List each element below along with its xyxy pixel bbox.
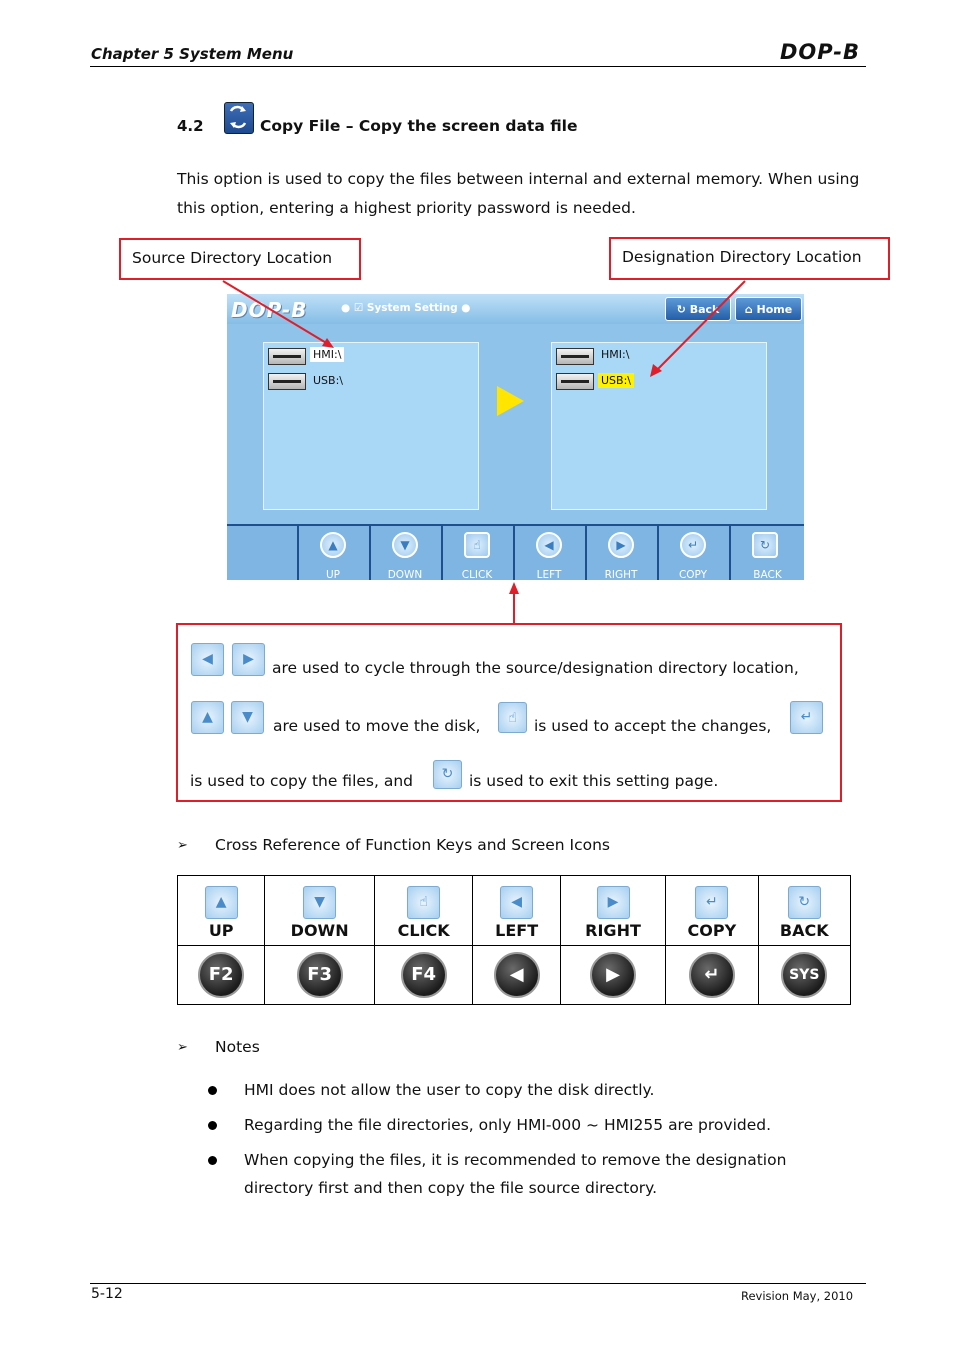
table-cell-back	[758, 876, 850, 946]
destination-item-hmi[interactable]: HMI:\	[601, 348, 630, 361]
left-icon: ◀	[500, 886, 533, 919]
hmi-logo: DOP-B	[231, 298, 308, 322]
right-icon: ▶	[608, 532, 634, 558]
up-icon: ▲	[191, 701, 224, 734]
left-key-icon: ◀	[494, 952, 540, 998]
explanation-line-2a: are used to move the disk,	[273, 717, 481, 735]
table-cell-left-key	[473, 946, 560, 1005]
f3-key-icon: F3	[297, 952, 343, 998]
f2-key-icon: F2	[198, 952, 244, 998]
table-cell-up	[178, 876, 265, 946]
source-directory-callout: Source Directory Location	[119, 238, 361, 280]
table-cell-enter-key	[666, 946, 758, 1005]
section-number: 4.2	[177, 117, 204, 135]
left-icon: ◀	[191, 643, 224, 676]
hmi-home-button[interactable]: ⌂ Home	[735, 297, 802, 321]
arrow-bullet-icon: ➢	[177, 1040, 188, 1055]
source-item-usb[interactable]: USB:\	[313, 374, 343, 387]
key-explanation-box	[176, 623, 842, 802]
note-item: HMI does not allow the user to copy the disk directly.	[244, 1081, 655, 1099]
enter-icon: ↵	[695, 886, 728, 919]
back-icon: ↻	[752, 532, 778, 558]
explanation-line-3b: is used to exit this setting page.	[469, 772, 719, 790]
up-icon: ▲	[205, 886, 238, 919]
note-item: Regarding the file directories, only HMI-000 ~ HMI255 are provided.	[244, 1116, 772, 1134]
note-item: When copying the files, it is recommended to remove the designation directory first and then copy the file source directory.	[244, 1151, 787, 1197]
bullet-dot-icon	[208, 1121, 217, 1130]
enter-icon: ↵	[680, 532, 706, 558]
table-label: LEFT	[495, 920, 539, 940]
bullet-dot-icon	[208, 1086, 217, 1095]
table-label: CLICK	[397, 920, 450, 940]
notes-heading: Notes	[215, 1038, 260, 1056]
footer-divider	[90, 1283, 866, 1284]
table-cell-f4	[374, 946, 473, 1005]
table-label: BACK	[779, 920, 829, 940]
right-key-icon: ▶	[590, 952, 636, 998]
left-icon: ◀	[536, 532, 562, 558]
source-item-hmi[interactable]: HMI:\	[310, 347, 344, 362]
hmi-key-label: BACK	[753, 569, 782, 580]
right-icon: ▶	[597, 886, 630, 919]
explanation-line-2b: is used to accept the changes,	[534, 717, 772, 735]
sys-key-icon: SYS	[781, 952, 827, 998]
cross-reference-heading: Cross Reference of Function Keys and Screen Icons	[215, 836, 611, 854]
up-icon: ▲	[320, 532, 346, 558]
table-cell-right-key	[560, 946, 665, 1005]
down-icon: ▼	[392, 532, 418, 558]
hmi-key-label: CLICK	[461, 569, 493, 580]
table-cell-down	[265, 876, 375, 946]
table-cell-f2	[178, 946, 265, 1005]
table-cell-left	[473, 876, 560, 946]
back-icon: ↻	[433, 760, 462, 789]
back-icon: ↻	[788, 886, 821, 919]
hmi-back-label: Back	[689, 303, 720, 316]
hand-pointer-icon: ☝	[407, 886, 440, 919]
enter-icon: ↵	[790, 701, 823, 734]
table-cell-f3	[265, 946, 375, 1005]
hand-pointer-icon: ☝	[464, 532, 490, 558]
hmi-key-label: LEFT	[536, 569, 562, 580]
destination-item-usb[interactable]: USB:\	[598, 373, 634, 388]
table-cell-click	[374, 876, 473, 946]
hmi-key-label: RIGHT	[604, 569, 638, 580]
table-label: UP	[208, 920, 234, 940]
f4-key-icon: F4	[401, 952, 447, 998]
revision-date: Revision May, 2010	[741, 1289, 854, 1303]
explanation-line-3a: is used to copy the files, and	[190, 772, 414, 790]
destination-directory-callout: Designation Directory Location	[609, 237, 890, 280]
chapter-title: Chapter 5 System Menu	[91, 45, 294, 63]
hand-pointer-icon: ☝	[498, 702, 527, 733]
hmi-breadcrumb: ● ☑ System Setting ●	[341, 302, 471, 314]
bullet-dot-icon	[208, 1156, 217, 1165]
down-icon: ▼	[303, 886, 336, 919]
table-cell-sys-key	[758, 946, 850, 1005]
table-label: RIGHT	[585, 920, 641, 940]
hmi-key-label: UP	[325, 569, 341, 580]
arrow-bullet-icon: ➢	[177, 838, 188, 853]
intro-paragraph: This option is used to copy the files between internal and external memory. When using this option, entering a highest priority password is needed.	[177, 170, 860, 217]
hmi-home-label: Home	[756, 303, 793, 316]
hmi-back-button[interactable]: ↻ Back	[665, 297, 731, 321]
table-label: DOWN	[290, 920, 349, 940]
page-number: 5-12	[91, 1286, 123, 1302]
table-cell-right	[560, 876, 665, 946]
down-icon: ▼	[231, 701, 264, 734]
section-title: Copy File – Copy the screen data file	[260, 117, 578, 135]
table-cell-copy	[666, 876, 758, 946]
enter-key-icon: ↵	[689, 952, 735, 998]
explanation-line-1: are used to cycle through the source/designation directory location,	[272, 659, 799, 677]
hmi-key-label: COPY	[678, 569, 708, 580]
right-icon: ▶	[232, 643, 265, 676]
table-label: COPY	[687, 920, 737, 940]
brand-logo: DOP-B	[780, 40, 861, 64]
cross-reference-table	[177, 875, 851, 1005]
hmi-key-label: DOWN	[387, 569, 423, 580]
